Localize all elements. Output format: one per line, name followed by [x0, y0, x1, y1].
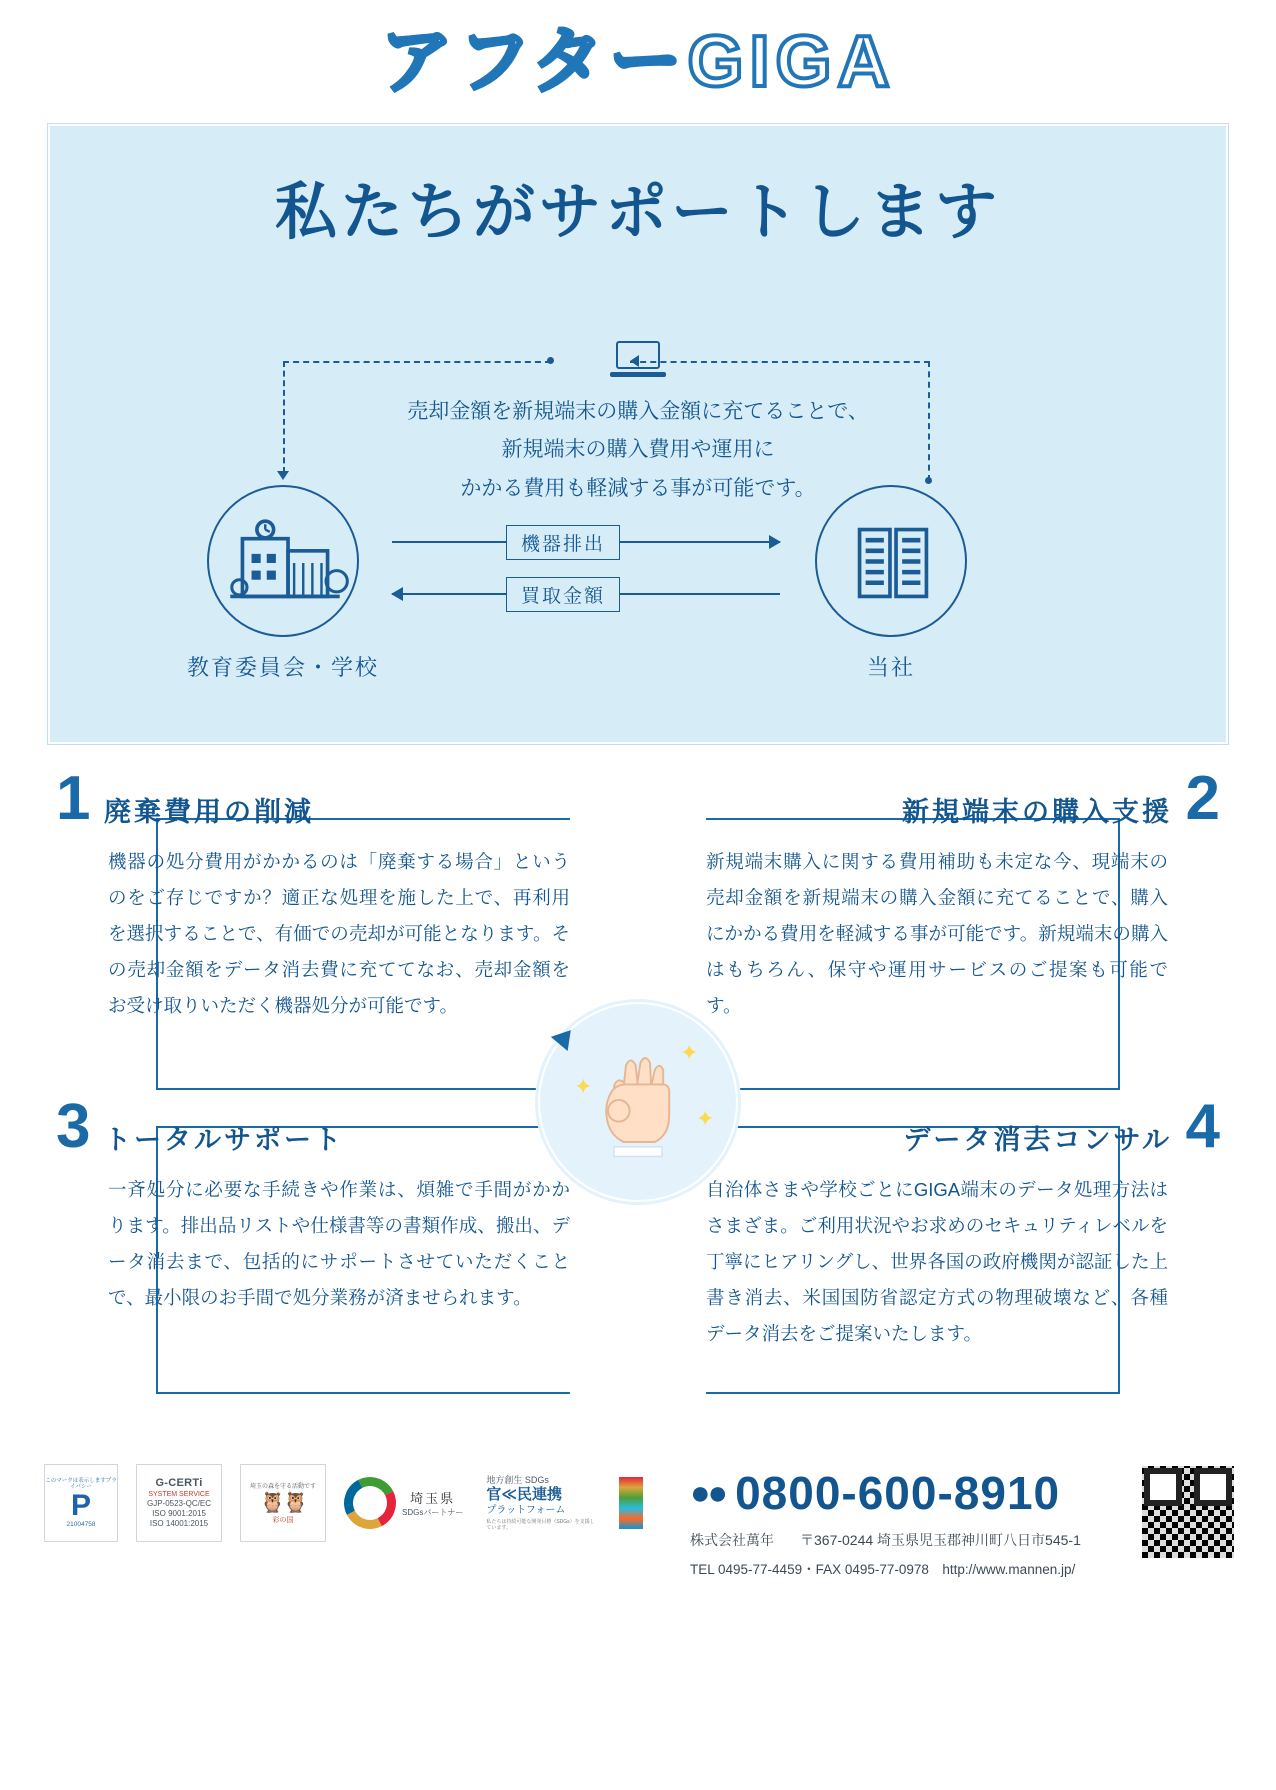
contact-block [690, 1467, 1160, 1578]
sdgs-platform-line3: プラットフォーム [486, 1504, 566, 1516]
saitama-sdgs-partner-badge [344, 1477, 463, 1529]
privacy-mark-glyph: P [70, 1488, 91, 1522]
arrow-down-left [277, 471, 289, 480]
phone-number[interactable]: 0800-600-8910 [735, 1467, 1061, 1519]
owl-badge-caption: 埼玉の森を守る活動です [249, 1484, 316, 1490]
arrow-left-top [630, 355, 639, 367]
hero-body-line3: かかる費用も軽減する事が可能です。 [460, 477, 816, 501]
sdgs-platform-line4: 私たちは持続可能な開発目標（SDGs）を支援しています。 [486, 1519, 595, 1532]
rule-bottom-4 [706, 1392, 1120, 1394]
sdgs-platform-line1: 地方創生 SDGs [486, 1474, 549, 1485]
feature-heading-3: トータルサポート [104, 1125, 344, 1155]
g-certi-title: G-CERTi [155, 1476, 203, 1489]
page-title: アフターGIGA [380, 22, 896, 102]
feature-heading-4: データ消去コンサル [903, 1125, 1172, 1155]
feature-heading-1: 廃棄費用の削減 [104, 797, 314, 827]
feature-body-4: 自治体さまや学校ごとにGIGA端末のデータ処理方法はさまざま。ご利用状況やお求めのセキュリティレベルを丁寧にヒアリングし、世界各国の政府機関が認証した上書き消去、米国国防省認定方式の物理破壊など、各種データ消去をご提案いたします。 [706, 1179, 1168, 1345]
g-certi-iso-9001: ISO 9001:2015 [152, 1509, 206, 1519]
hero-diagram [50, 293, 1226, 723]
hero-headline: 私たちがサポートします [274, 178, 1001, 247]
feature-body-1: 機器の処分費用がかかるのは「廃棄する場合」というのをご存じですか？適正な処理を施した上で、再利用を選択することで、有価での売却が可能となります。その売却金額をデータ消去費に充ててなお、売却金額をお受け取りいただく機器処分が可能です。 [108, 851, 570, 1017]
sparkle-icon-2: ✦ [574, 1074, 593, 1099]
hero-body-text [407, 393, 869, 510]
hero-panel [48, 124, 1228, 744]
feature-number-3: 3 [56, 1092, 91, 1161]
saitama-eco-owl-badge [240, 1464, 326, 1542]
feature-card-2 [702, 764, 1220, 1043]
sdg-wheel-icon [337, 1470, 403, 1536]
flow-label-purchase-amount: 買取金額 [506, 577, 620, 612]
tel-fax-url[interactable]: TEL 0495-77-4459・FAX 0495-77-0978 http://www.mannen.jp/ [690, 1562, 1076, 1577]
g-certi-code: GJP-0523-QC/EC [146, 1499, 212, 1509]
node-company-label: 当社 [866, 654, 915, 680]
flow-label-equipment: 機器排出 [506, 525, 620, 560]
sdgs-partner-label: SDGsパートナー [402, 1508, 464, 1517]
g-certi-sub: SYSTEM SERVICE [148, 1490, 210, 1498]
feature-heading-2: 新規端末の購入支援 [902, 797, 1172, 827]
hero-body-line1: 売却金額を新規端末の購入金額に充てることで、 [407, 399, 869, 423]
sdgs-prefecture-label: 埼玉県 [410, 1491, 456, 1506]
node-school [207, 485, 359, 637]
feature-body-3: 一斉処分に必要な手続きや作業は、煩雑で手間がかかります。排出品リストや仕様書等の書類作成、搬出、データ消去まで、包括的にサポートさせていただくことで、最小限のお手間で処分業務が済ませられます。 [108, 1179, 570, 1309]
page-title-wrap [0, 0, 1276, 112]
g-certi-iso-14001: ISO 14001:2015 [149, 1519, 209, 1529]
ok-hand-icon [578, 1046, 698, 1166]
company-line [690, 1530, 1160, 1550]
dotted-line-right-down [928, 361, 930, 481]
dotted-line-left [283, 361, 551, 363]
freedial-icon: ●● [690, 1474, 726, 1512]
g-certi-badge [136, 1464, 222, 1542]
feature-card-3 [56, 1092, 574, 1335]
rule-bottom-3 [156, 1392, 570, 1394]
feature-number-1: 1 [56, 764, 91, 833]
feature-card-1 [56, 764, 574, 1043]
sdgs-color-bar-icon [619, 1477, 643, 1529]
sparkle-icon-1: ✦ [680, 1040, 699, 1065]
qr-code[interactable] [1142, 1466, 1234, 1558]
footer [0, 1452, 1276, 1790]
privacy-mark-caption: このマークは表示しますプライバシー [45, 1477, 117, 1491]
node-school-label: 教育委員会・学校 [186, 654, 379, 680]
owl-icon: 🦉🦉 [260, 1492, 306, 1514]
sdgs-platform-line2: 官≪民連携 [486, 1485, 563, 1503]
rule-bottom-1 [156, 1088, 570, 1090]
company-name: 株式会社萬年 [690, 1532, 774, 1548]
owl-badge-small: 彩の国 [272, 1517, 294, 1524]
privacy-mark-number: 21004758 [66, 1520, 96, 1528]
line-dot-right [925, 477, 932, 484]
node-company [815, 485, 967, 637]
privacy-mark-badge [44, 1464, 118, 1542]
company-address: 〒367-0244 埼玉県児玉郡神川町八日市545-1 [800, 1532, 1081, 1548]
line-dot-left [547, 357, 554, 364]
center-badge [538, 1002, 738, 1202]
office-building-icon [817, 487, 969, 639]
free-dial-row [690, 1467, 1160, 1519]
feature-number-4: 4 [1185, 1092, 1220, 1161]
school-building-icon [209, 487, 361, 639]
feature-body-2: 新規端末購入に関する費用補助も未定な今、現端末の売却金額を新規端末の購入金額に充てることで、購入にかかる費用を軽減する事が可能です。新規端末の購入はもちろん、保守や運用サービスのご提案も可能です。 [706, 851, 1168, 1017]
chiho-sosei-sdgs-badge [481, 1464, 601, 1542]
feature-number-2: 2 [1185, 764, 1220, 833]
sparkle-icon-3: ✦ [696, 1106, 715, 1131]
dotted-line-left-down [283, 361, 285, 473]
rule-bottom-2 [706, 1088, 1120, 1090]
feature-card-4 [702, 1092, 1220, 1371]
features-section [48, 764, 1228, 1422]
certification-row [44, 1464, 643, 1542]
dotted-line-right [630, 361, 930, 363]
hero-body-line2: 新規端末の購入費用や運用に [501, 438, 775, 462]
